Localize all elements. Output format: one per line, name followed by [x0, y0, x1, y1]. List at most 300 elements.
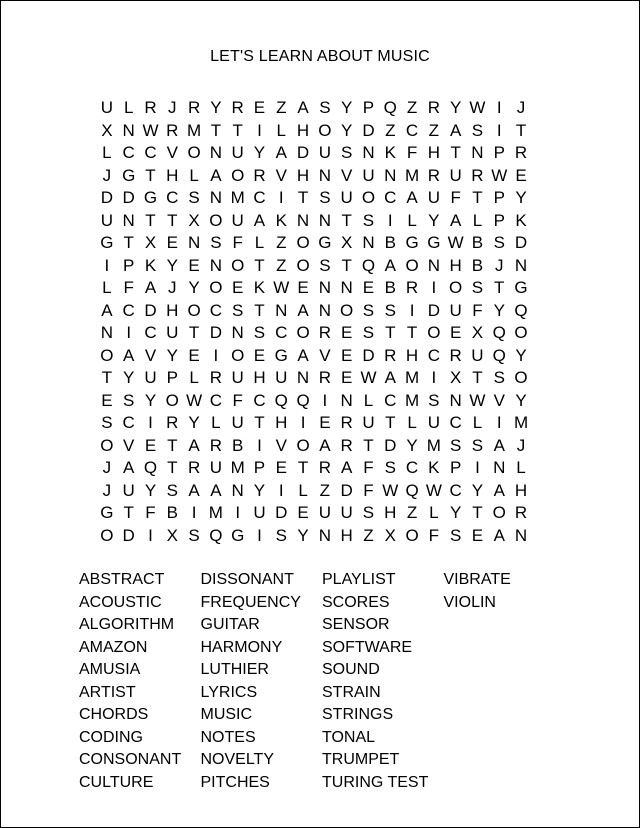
grid-letter: T: [167, 210, 178, 230]
grid-letter: N: [493, 458, 506, 477]
grid-letter: B: [384, 233, 396, 252]
grid-letter: D: [122, 525, 135, 545]
grid-letter: Y: [144, 390, 157, 410]
word-column: [201, 569, 323, 794]
grid-row: [96, 187, 532, 210]
grid-letter: L: [429, 503, 439, 522]
grid-letter: H: [405, 345, 419, 365]
grid-letter: C: [405, 120, 419, 140]
grid-letter: D: [122, 188, 135, 207]
grid-letter: S: [166, 480, 178, 500]
grid-letter: Z: [276, 255, 287, 275]
grid-letter: F: [450, 188, 461, 207]
grid-letter: E: [253, 345, 266, 365]
grid-letter: S: [188, 188, 200, 207]
grid-letter: X: [101, 120, 113, 140]
grid-letter: N: [209, 188, 223, 207]
grid-letter: O: [231, 165, 245, 185]
grid-letter: T: [472, 503, 483, 522]
grid-letter: N: [122, 120, 135, 140]
grid-letter: K: [515, 210, 527, 230]
grid-letter: P: [493, 188, 505, 207]
grid-letter: S: [188, 525, 200, 545]
grid-letter: O: [492, 503, 506, 522]
grid-letter: M: [187, 120, 202, 140]
grid-letter: J: [102, 165, 112, 185]
grid-row: [96, 480, 532, 503]
grid-letter: I: [409, 300, 415, 320]
grid-letter: I: [300, 413, 306, 432]
grid-letter: Y: [188, 278, 200, 297]
grid-letter: U: [209, 458, 223, 477]
grid-letter: F: [363, 480, 374, 500]
word-list-item: NOTES: [200, 728, 256, 746]
grid-letter: Q: [405, 480, 419, 500]
grid-letter: A: [188, 480, 200, 500]
grid-letter: J: [168, 98, 177, 117]
grid-letter: X: [340, 233, 353, 252]
grid-letter: Z: [406, 98, 418, 117]
word-list-item: CODING: [79, 728, 143, 746]
grid-letter: M: [404, 368, 420, 387]
grid-letter: R: [405, 278, 419, 297]
grid-letter: H: [275, 413, 288, 432]
grid-letter: O: [209, 278, 223, 297]
grid-letter: R: [514, 143, 528, 162]
grid-letter: S: [428, 390, 440, 410]
grid-row: [96, 142, 532, 165]
word-list-item: TURING TEST: [322, 773, 429, 791]
grid-letter: Z: [406, 503, 418, 522]
grid-letter: E: [515, 165, 527, 185]
grid-letter: W: [425, 480, 442, 500]
word-column: [322, 569, 444, 794]
grid-letter: D: [362, 345, 375, 365]
grid-letter: F: [428, 525, 440, 545]
grid-letter: C: [253, 188, 266, 207]
grid-letter: A: [123, 458, 135, 477]
grid-letter: L: [189, 165, 199, 185]
grid-letter: T: [254, 413, 265, 432]
grid-letter: A: [384, 255, 396, 275]
grid-letter: Q: [383, 98, 397, 117]
grid-letter: M: [404, 390, 420, 410]
grid-letter: A: [144, 278, 157, 297]
word-list-item: TRUMPET: [322, 751, 400, 768]
grid-letter: T: [515, 120, 527, 140]
grid-row: [96, 345, 532, 368]
grid-letter: F: [363, 458, 374, 477]
grid-letter: L: [102, 278, 112, 297]
grid-row: [96, 502, 532, 525]
grid-letter: L: [472, 210, 483, 230]
grid-row: [96, 457, 532, 480]
grid-letter: G: [318, 233, 332, 252]
grid-row: [96, 232, 532, 255]
word-list-item: NOVELTY: [200, 751, 274, 768]
grid-letter: N: [231, 480, 244, 500]
grid-row: [96, 390, 532, 413]
grid-letter: F: [472, 300, 483, 320]
grid-letter: R: [384, 345, 397, 365]
grid-letter: T: [341, 210, 352, 230]
word-list-item: CULTURE: [79, 773, 154, 791]
grid-letter: C: [427, 345, 440, 365]
grid-row: [96, 525, 532, 548]
grid-letter: W: [447, 233, 464, 252]
grid-letter: L: [211, 413, 221, 432]
grid-letter: S: [493, 368, 505, 387]
grid-letter: U: [427, 188, 440, 207]
word-list-item: PLAYLIST: [322, 571, 396, 588]
grid-letter: S: [384, 458, 396, 477]
grid-letter: B: [471, 233, 484, 252]
grid-letter: H: [427, 143, 440, 162]
grid-letter: R: [166, 413, 179, 432]
grid-letter: E: [319, 413, 331, 432]
grid-letter: Y: [210, 98, 222, 117]
word-list: [79, 569, 565, 794]
grid-letter: M: [208, 503, 223, 522]
grid-letter: U: [253, 503, 266, 522]
grid-letter: Y: [471, 480, 484, 500]
grid-letter: M: [404, 165, 420, 185]
grid-letter: A: [210, 165, 222, 185]
grid-letter: I: [431, 368, 437, 387]
grid-letter: G: [231, 525, 245, 545]
word-list-item: GUITAR: [200, 616, 260, 633]
grid-letter: M: [513, 413, 529, 432]
grid-letter: N: [122, 210, 135, 230]
grid-letter: T: [167, 458, 178, 477]
grid-row: [96, 255, 532, 278]
grid-letter: E: [471, 525, 484, 545]
grid-letter: X: [384, 525, 396, 545]
grid-letter: E: [340, 323, 353, 342]
grid-letter: S: [253, 323, 266, 342]
grid-letter: K: [253, 278, 266, 297]
grid-letter: G: [100, 233, 114, 252]
grid-letter: R: [253, 165, 266, 185]
grid-letter: E: [340, 368, 353, 387]
word-list-item: CHORDS: [79, 706, 149, 723]
grid-letter: O: [296, 233, 310, 252]
grid-letter: Q: [296, 390, 310, 410]
grid-letter: I: [148, 525, 153, 545]
grid-letter: Z: [385, 120, 396, 140]
grid-letter: N: [318, 525, 331, 545]
grid-letter: W: [491, 165, 508, 185]
grid-letter: Y: [144, 480, 157, 500]
grid-letter: K: [275, 210, 287, 230]
grid-letter: D: [340, 480, 353, 500]
grid-letter: A: [253, 210, 266, 230]
grid-row: [96, 120, 532, 143]
grid-letter: O: [100, 435, 114, 455]
grid-letter: U: [275, 368, 288, 387]
grid-letter: A: [123, 345, 135, 365]
grid-letter: N: [296, 210, 310, 230]
grid-letter: W: [360, 368, 377, 387]
grid-letter: R: [318, 458, 331, 477]
word-list-item: SENSOR: [322, 616, 390, 633]
grid-letter: E: [101, 390, 113, 410]
grid-letter: U: [231, 143, 244, 162]
grid-letter: T: [472, 368, 483, 387]
grid-letter: L: [102, 143, 112, 162]
grid-letter: U: [449, 165, 462, 185]
grid-letter: P: [253, 458, 266, 477]
grid-letter: N: [209, 255, 223, 275]
grid-letter: R: [471, 165, 484, 185]
grid-letter: I: [148, 413, 153, 432]
grid-letter: S: [362, 323, 375, 342]
grid-letter: I: [257, 435, 262, 455]
grid-letter: Q: [361, 255, 376, 275]
word-list-item: ACOUSTIC: [79, 593, 162, 611]
grid-letter: Y: [253, 143, 266, 162]
grid-letter: Y: [493, 300, 505, 320]
grid-row: [96, 435, 532, 458]
grid-letter: A: [297, 98, 309, 117]
grid-letter: S: [493, 233, 505, 252]
grid-letter: N: [384, 165, 397, 185]
grid-letter: N: [187, 233, 201, 252]
grid-letter: D: [275, 503, 288, 522]
word-list-item: CONSONANT: [79, 751, 182, 768]
grid-letter: I: [496, 120, 502, 140]
word-list-item: PITCHES: [200, 773, 270, 791]
grid-letter: O: [165, 390, 179, 410]
grid-letter: P: [362, 98, 375, 117]
grid-letter: X: [188, 210, 200, 230]
grid-letter: I: [104, 255, 110, 275]
grid-row: [96, 97, 532, 120]
grid-letter: O: [514, 368, 528, 387]
grid-letter: S: [362, 503, 375, 522]
grid-letter: V: [275, 435, 287, 455]
grid-letter: B: [471, 255, 484, 275]
grid-letter: C: [144, 323, 157, 342]
grid-letter: H: [253, 368, 266, 387]
grid-letter: G: [100, 503, 114, 522]
grid-letter: P: [493, 210, 505, 230]
grid-letter: R: [166, 120, 179, 140]
grid-letter: N: [340, 278, 353, 297]
word-list-item: AMAZON: [79, 638, 148, 656]
grid-letter: R: [187, 98, 201, 117]
grid-letter: R: [231, 98, 244, 117]
grid-letter: S: [449, 525, 462, 545]
grid-letter: P: [493, 143, 505, 162]
grid-letter: N: [318, 210, 331, 230]
grid-letter: R: [209, 368, 223, 387]
grid-letter: S: [471, 435, 484, 455]
grid-letter: G: [427, 233, 441, 252]
grid-letter: I: [431, 278, 437, 297]
grid-letter: X: [449, 368, 462, 387]
grid-letter: O: [427, 323, 441, 342]
grid-letter: T: [210, 120, 222, 140]
grid-letter: I: [496, 98, 502, 117]
grid-letter: B: [232, 435, 244, 455]
grid-letter: U: [100, 210, 114, 230]
word-list-item: DISSONANT: [200, 571, 294, 588]
grid-letter: N: [362, 143, 375, 162]
grid-letter: T: [188, 323, 200, 342]
grid-letter: N: [471, 143, 484, 162]
grid-letter: I: [278, 188, 284, 207]
grid-letter: O: [514, 323, 528, 342]
grid-letter: X: [471, 323, 484, 342]
grid-letter: N: [362, 233, 375, 252]
grid-letter: R: [449, 345, 462, 365]
grid-letter: A: [319, 435, 331, 455]
grid-letter: D: [100, 188, 114, 207]
grid-letter: Y: [449, 503, 462, 522]
grid-letter: C: [384, 188, 397, 207]
grid-letter: H: [384, 503, 397, 522]
grid-letter: L: [254, 233, 265, 252]
grid-row: [96, 165, 532, 188]
grid-letter: T: [167, 435, 178, 455]
grid-letter: D: [362, 120, 375, 140]
grid-letter: S: [362, 210, 375, 230]
grid-letter: W: [469, 98, 486, 117]
grid-letter: T: [145, 210, 156, 230]
grid-letter: B: [166, 503, 178, 522]
grid-letter: T: [385, 323, 396, 342]
grid-letter: E: [232, 278, 244, 297]
word-list-item: AMUSIA: [79, 661, 141, 678]
grid-letter: T: [494, 278, 505, 297]
grid-letter: Y: [166, 345, 178, 365]
grid-letter: J: [102, 480, 112, 500]
grid-letter: W: [469, 390, 486, 410]
grid-letter: Z: [319, 480, 331, 500]
grid-letter: T: [406, 323, 418, 342]
grid-letter: O: [296, 323, 310, 342]
grid-row: [96, 367, 532, 390]
grid-letter: A: [449, 120, 462, 140]
grid-letter: A: [406, 188, 418, 207]
grid-letter: E: [253, 98, 266, 117]
grid-letter: I: [322, 390, 328, 410]
grid-letter: J: [494, 255, 504, 275]
grid-letter: L: [407, 210, 417, 230]
grid-letter: O: [296, 255, 310, 275]
grid-letter: C: [209, 390, 223, 410]
grid-letter: T: [254, 300, 265, 320]
grid-letter: O: [318, 120, 332, 140]
grid-letter: I: [496, 413, 502, 432]
grid-letter: U: [100, 98, 114, 117]
grid-letter: C: [122, 300, 135, 320]
grid-letter: U: [231, 210, 244, 230]
grid-letter: E: [166, 233, 178, 252]
grid-letter: R: [187, 458, 201, 477]
grid-letter: I: [387, 210, 393, 230]
grid-letter: O: [340, 300, 354, 320]
grid-letter: Y: [166, 255, 178, 275]
grid-letter: E: [188, 345, 200, 365]
grid-letter: A: [297, 300, 309, 320]
grid-letter: N: [318, 300, 331, 320]
grid-letter: E: [144, 435, 157, 455]
grid-letter: D: [384, 435, 397, 455]
grid-letter: Y: [340, 98, 353, 117]
grid-letter: T: [123, 503, 134, 522]
grid-letter: Q: [274, 390, 288, 410]
grid-letter: Z: [276, 233, 287, 252]
grid-letter: S: [384, 300, 396, 320]
grid-letter: Y: [515, 390, 527, 410]
grid-letter: A: [384, 368, 396, 387]
grid-letter: T: [385, 413, 396, 432]
grid-letter: S: [362, 300, 375, 320]
grid-letter: O: [209, 210, 223, 230]
grid-letter: O: [100, 525, 114, 545]
grid-letter: N: [318, 278, 331, 297]
grid-letter: T: [297, 458, 309, 477]
grid-letter: U: [449, 300, 462, 320]
grid-letter: D: [144, 300, 157, 320]
grid-letter: Y: [253, 480, 266, 500]
word-list-item: FREQUENCY: [200, 593, 301, 611]
grid-letter: C: [253, 390, 266, 410]
grid-letter: A: [101, 300, 113, 320]
word-list-item: LYRICS: [200, 683, 258, 701]
grid-letter: U: [318, 143, 331, 162]
grid-letter: O: [231, 345, 245, 365]
grid-letter: G: [514, 278, 528, 297]
grid-letter: S: [471, 278, 484, 297]
grid-letter: U: [362, 165, 375, 185]
grid-letter: N: [209, 143, 223, 162]
grid-letter: U: [231, 368, 244, 387]
grid-letter: Y: [123, 368, 135, 387]
grid-letter: Q: [492, 323, 506, 342]
grid-letter: T: [363, 435, 374, 455]
word-list-item: VIBRATE: [443, 571, 511, 588]
grid-letter: D: [296, 143, 310, 162]
grid-letter: K: [384, 143, 396, 162]
word-column: [79, 569, 201, 794]
grid-row: [96, 412, 532, 435]
grid-letter: Y: [340, 120, 353, 140]
word-list-item: HARMONY: [200, 638, 283, 656]
grid-letter: A: [188, 435, 200, 455]
grid-letter: I: [126, 323, 132, 342]
grid-letter: C: [405, 458, 419, 477]
grid-letter: I: [213, 345, 219, 365]
grid-letter: N: [514, 525, 528, 545]
grid-letter: U: [144, 368, 157, 387]
grid-letter: I: [257, 525, 262, 545]
grid-letter: K: [428, 458, 440, 477]
grid-row: [96, 210, 532, 233]
grid-letter: K: [144, 255, 157, 275]
grid-letter: S: [123, 390, 135, 410]
word-list-item: TONAL: [322, 728, 376, 746]
grid-letter: E: [340, 345, 353, 365]
grid-letter: O: [231, 255, 245, 275]
word-list-item: SOUND: [322, 661, 380, 678]
word-list-item: ALGORITHM: [79, 616, 175, 633]
grid-letter: I: [235, 503, 241, 522]
grid-letter: P: [449, 458, 462, 477]
grid-letter: F: [232, 233, 243, 252]
